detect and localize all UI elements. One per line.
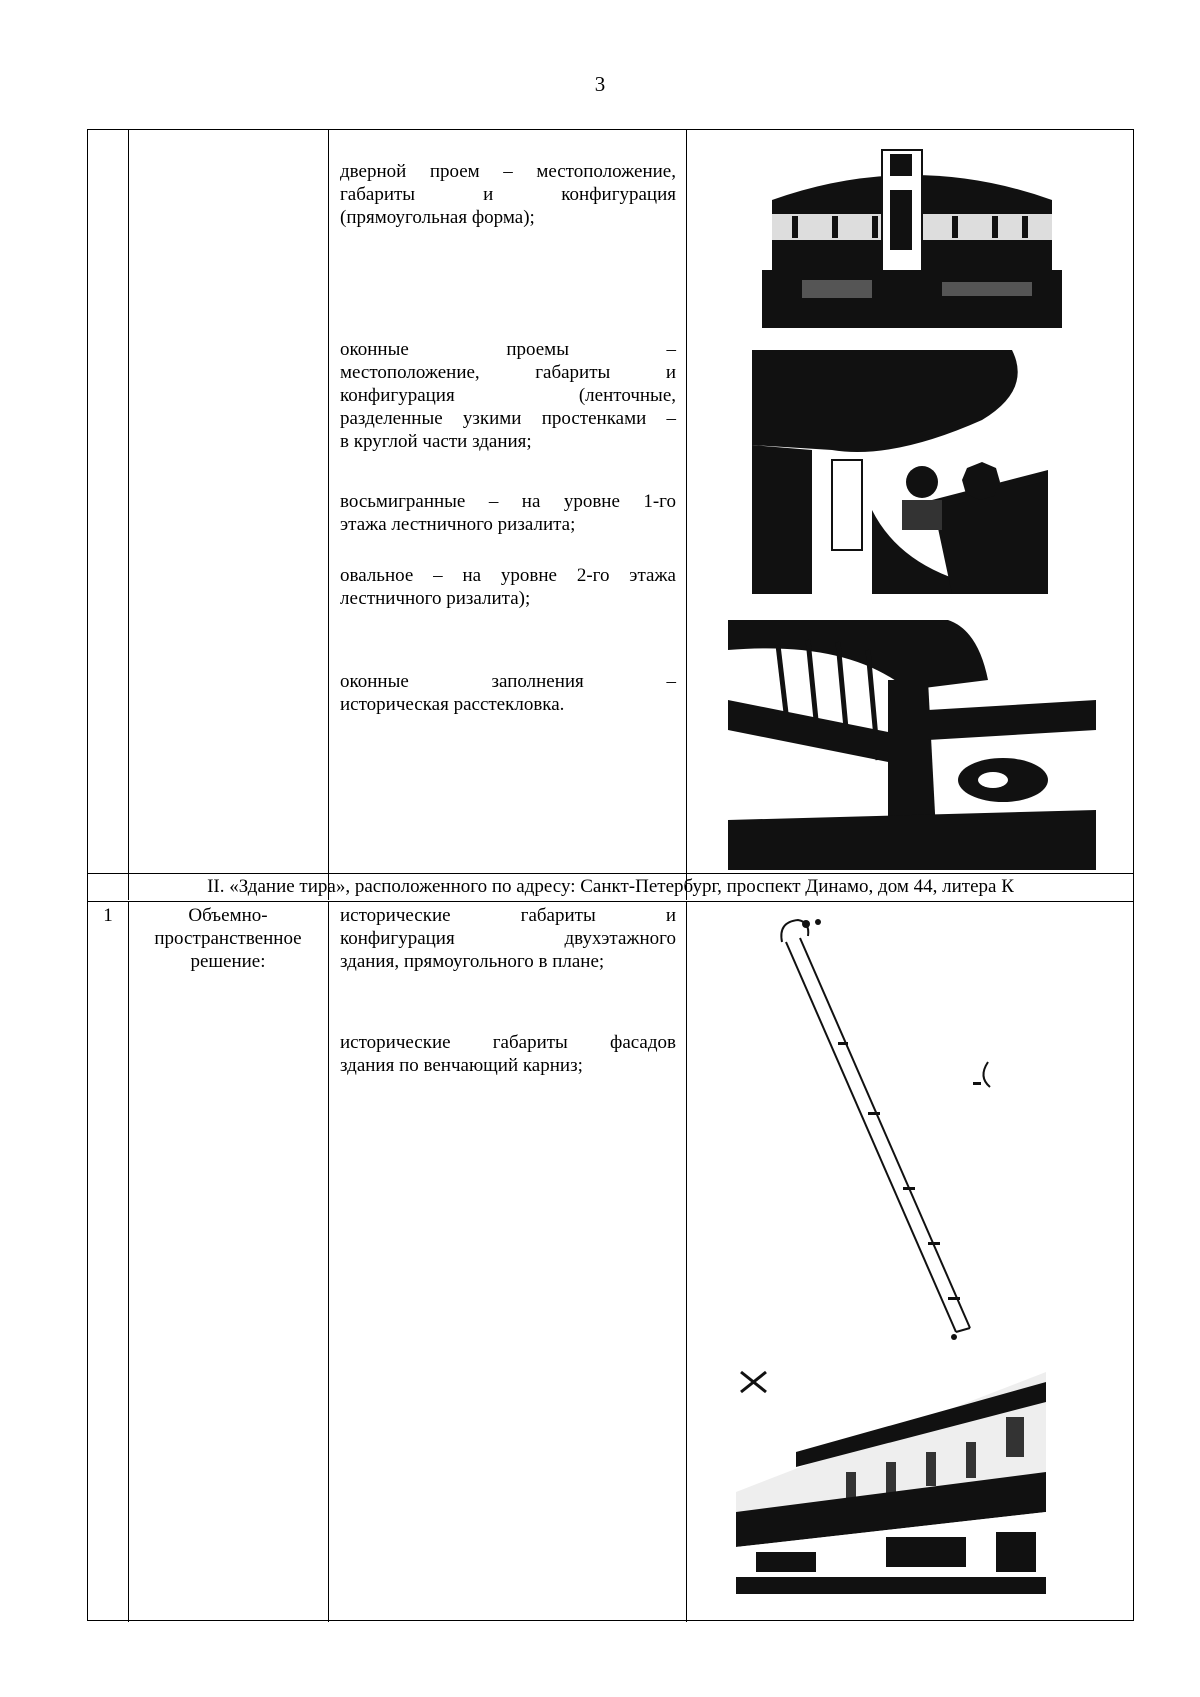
text-line: оконные проемы – xyxy=(340,339,676,360)
row-divider-bottom-section xyxy=(88,901,1133,902)
text-line: Объемно- xyxy=(188,905,268,926)
text-line: лестничного ризалита); xyxy=(340,588,531,609)
photo-icon xyxy=(762,130,1062,328)
text-line: пространственное xyxy=(154,928,302,949)
text-line: дверной проем – местоположение, xyxy=(340,161,676,182)
photo-window-fill xyxy=(728,620,1096,870)
text-line: разделенные узкими простенками – xyxy=(340,408,676,429)
col-divider-2 xyxy=(328,130,329,900)
col-divider-1b xyxy=(128,902,129,1622)
text-line: конфигурация (ленточные, xyxy=(340,385,676,406)
text-line: здания, прямоугольного в плане; xyxy=(340,951,605,972)
text-line: овальное – на уровне 2-го этажа xyxy=(340,565,676,586)
photo-round-part xyxy=(752,350,1048,594)
text-line: этажа лестничного ризалита; xyxy=(340,514,576,535)
text-line: конфигурация двухэтажного xyxy=(340,928,676,949)
section-title: II. «Здание тира», расположенного по адресу: Санкт-Петербург, проспект Динамо, дом 44, литера К xyxy=(207,876,1014,897)
photo-icon xyxy=(736,1362,1046,1594)
text-line: габариты и конфигурация xyxy=(340,184,676,205)
photo-facade xyxy=(736,1362,1046,1594)
floor-plan-icon xyxy=(778,912,1018,1352)
row-divider-top-section xyxy=(88,873,1133,874)
element-cell xyxy=(128,904,328,973)
table-cell-text xyxy=(340,1031,676,1077)
text-line: исторические габариты фасадов xyxy=(340,1032,676,1053)
col-divider-1 xyxy=(128,130,129,900)
text-line: местоположение, габариты и xyxy=(340,362,676,383)
table-cell-text xyxy=(340,160,676,229)
page-number: 3 xyxy=(594,72,606,96)
text-line: исторические габариты и xyxy=(340,905,676,926)
col-divider-3b xyxy=(686,902,687,1622)
text-line: (прямоугольная форма); xyxy=(340,207,535,228)
table-cell-text xyxy=(340,904,676,973)
col-divider-3 xyxy=(686,130,687,900)
row-number: 1 xyxy=(103,905,113,926)
table-frame xyxy=(87,129,1134,1621)
table-cell-text xyxy=(340,490,676,536)
text-line: историческая расстекловка. xyxy=(340,694,565,715)
plan-drawing xyxy=(778,912,1018,1352)
photo-icon xyxy=(728,620,1096,870)
text-line: в круглой части здания; xyxy=(340,431,532,452)
text-line: решение: xyxy=(190,951,266,972)
text-line: здания по венчающий карниз; xyxy=(340,1055,583,1076)
text-line: оконные заполнения – xyxy=(340,671,676,692)
col-divider-2b xyxy=(328,902,329,1622)
table-cell-text xyxy=(340,670,676,716)
table-cell-text xyxy=(340,338,676,453)
table-cell-text xyxy=(340,564,676,610)
text-line: восьмигранные – на уровне 1-го xyxy=(340,491,676,512)
photo-icon xyxy=(752,350,1048,594)
photo-doorway xyxy=(762,130,1062,328)
